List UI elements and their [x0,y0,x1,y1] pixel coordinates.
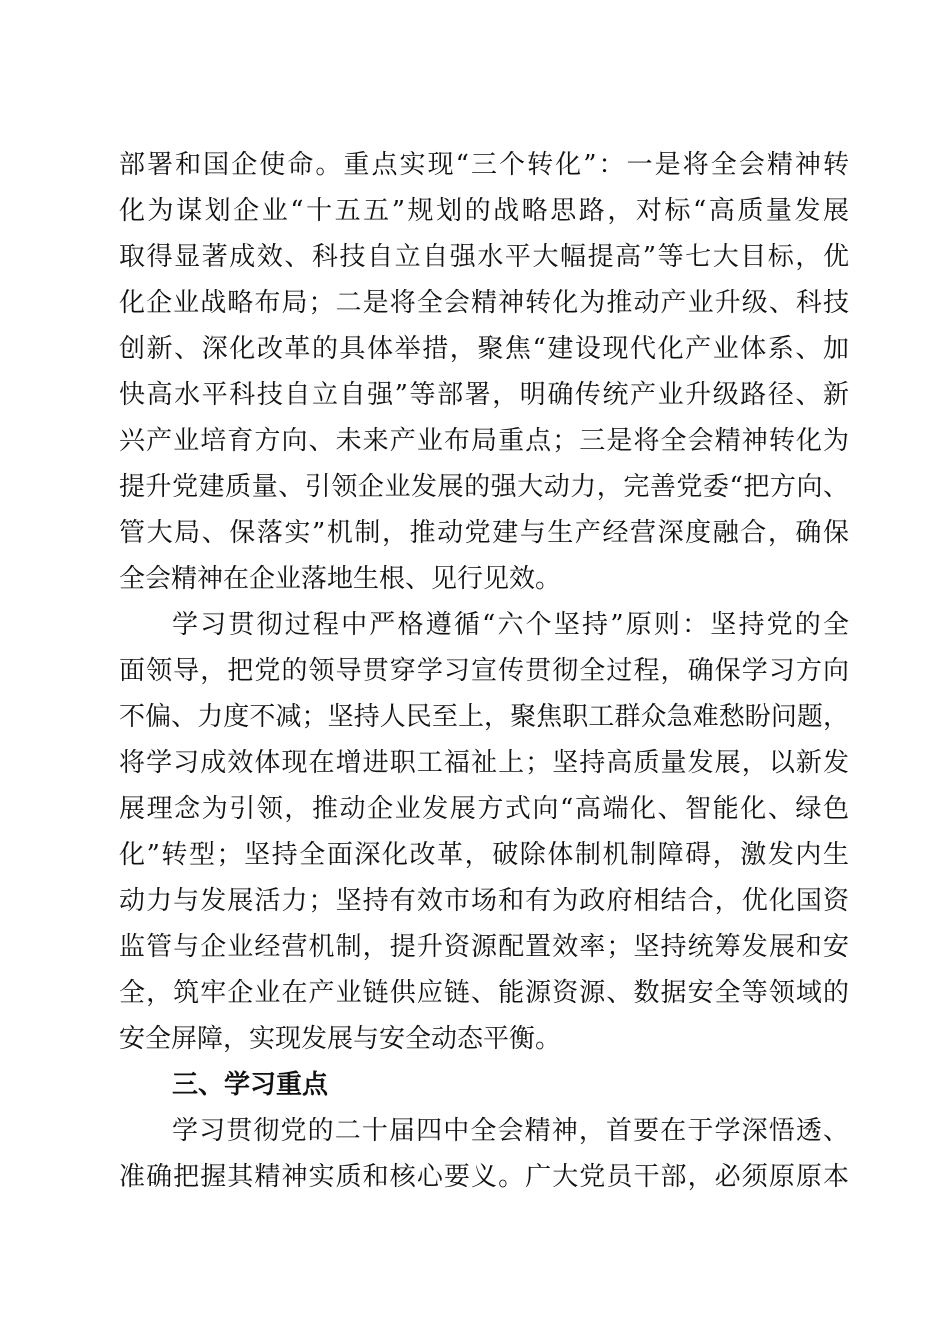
paragraph-line: 化企业战略布局；二是将全会精神转化为推动产业升级、科技 [119,288,849,318]
paragraph-line: 动力与发展活力；坚持有效市场和有为政府相结合，优化国资 [119,886,849,916]
paragraph-line: 安全屏障，实现发展与安全动态平衡。 [119,1024,562,1054]
paragraph-line: 全会精神在企业落地生根、见行见效。 [119,564,562,594]
paragraph-line: 面领导，把党的领导贯穿学习宣传贯彻全过程，确保学习方向 [119,656,849,686]
paragraph-line: 不偏、力度不减；坚持人民至上，聚焦职工群众急难愁盼问题， [119,702,849,732]
section-heading: 三、学习重点 [172,1070,329,1100]
paragraph-line: 准确把握其精神实质和核心要义。广大党员干部，必须原原本 [119,1162,849,1192]
paragraph-line: 将学习成效体现在增进职工福祉上；坚持高质量发展，以新发 [119,748,849,778]
paragraph-line: 取得显著成效、科技自立自强水平大幅提高”等七大目标，优 [119,242,849,272]
paragraph-line: 学习贯彻过程中严格遵循“六个坚持”原则：坚持党的全 [172,610,849,640]
paragraph-line: 提升党建质量、引领企业发展的强大动力，完善党委“把方向、 [119,472,849,502]
paragraph-line: 管大局、保落实”机制，推动党建与生产经营深度融合，确保 [119,518,849,548]
paragraph-line: 监管与企业经营机制，提升资源配置效率；坚持统筹发展和安 [119,932,849,962]
paragraph-line: 快高水平科技自立自强”等部署，明确传统产业升级路径、新 [119,380,849,410]
paragraph-line: 展理念为引领，推动企业发展方式向“高端化、智能化、绿色 [119,794,849,824]
paragraph-line: 创新、深化改革的具体举措，聚焦“建设现代化产业体系、加 [119,334,849,364]
paragraph-line: 兴产业培育方向、未来产业布局重点；三是将全会精神转化为 [119,426,849,456]
paragraph-line: 全，筑牢企业在产业链供应链、能源资源、数据安全等领域的 [119,978,849,1008]
paragraph-line: 学习贯彻党的二十届四中全会精神，首要在于学深悟透、 [172,1116,849,1146]
paragraph-line: 部署和国企使命。重点实现“三个转化”：一是将全会精神转 [119,150,849,180]
paragraph-line: 化”转型；坚持全面深化改革，破除体制机制障碍，激发内生 [119,840,849,870]
paragraph-line: 化为谋划企业“十五五”规划的战略思路，对标“高质量发展 [119,196,849,226]
